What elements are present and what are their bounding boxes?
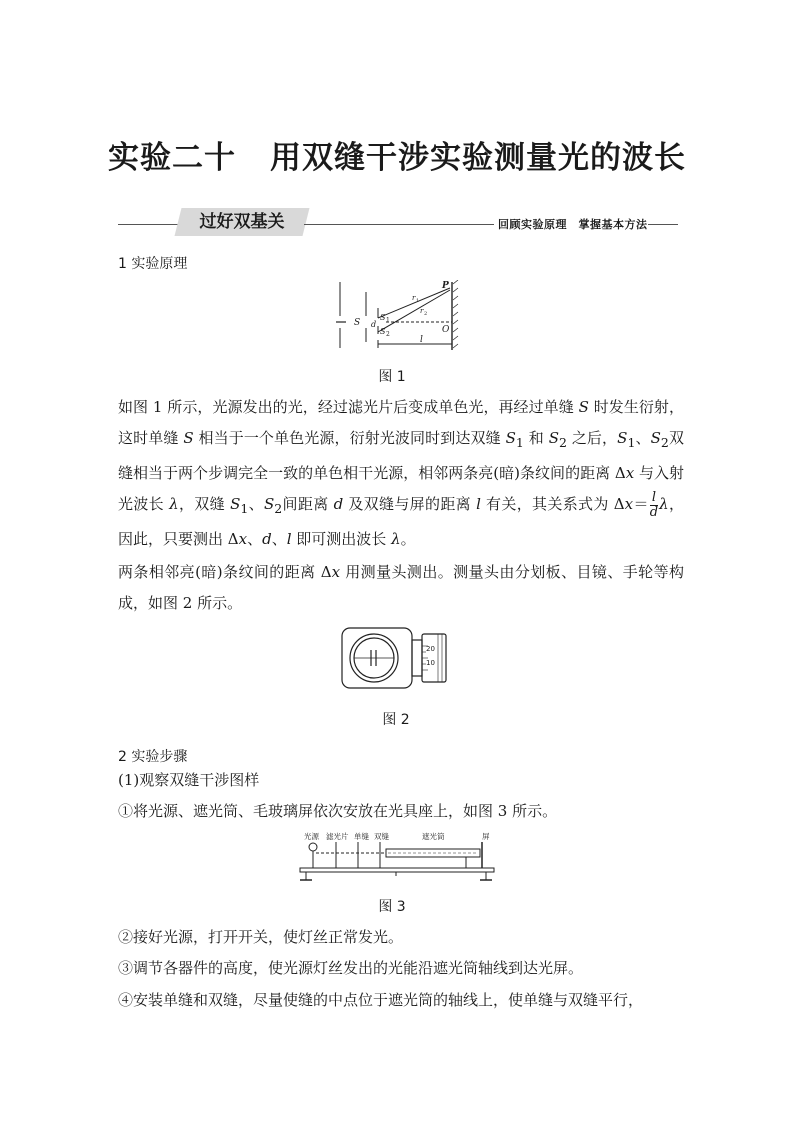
figure-3-optical-bench <box>296 830 500 884</box>
fig1-label-r1-sub: 1 <box>416 298 420 304</box>
fig3-label-double-slit: 双缝 <box>374 832 389 841</box>
fig3-label-filter: 滤光片 <box>326 832 349 841</box>
section-rule-right <box>648 224 678 225</box>
step-subtitle: (1)观察双缝干涉图样 <box>118 771 260 789</box>
fig1-label-d: d <box>371 320 377 329</box>
fig1-label-s: S <box>354 318 361 328</box>
step-2: ②接好光源，打开开关，使灯丝正常发光。 <box>118 928 404 946</box>
page-title <box>0 132 794 177</box>
fig1-label-s2-sub: 2 <box>386 331 390 338</box>
title-part1: 实验二十 <box>108 140 236 176</box>
fig1-label-s2: S <box>380 327 386 336</box>
step-1: ①将光源、遮光筒、毛玻璃屏依次安放在光具座上，如图 3 所示。 <box>118 802 558 820</box>
fig1-label-o: O <box>442 325 450 335</box>
title-part2: 用双缝干涉实验测量光的波长 <box>270 140 686 176</box>
fig2-scale-10: 10 <box>426 659 435 667</box>
equation-fraction: $\frac{l}{d}$ <box>649 489 659 520</box>
fig3-label-light-source: 光源 <box>304 832 319 841</box>
heading-steps: 2 实验步骤 <box>118 749 188 765</box>
fig1-label-r2: r <box>420 307 424 315</box>
fig2-scale-20: 20 <box>426 645 435 653</box>
figure-3-caption: 图 3 <box>378 899 406 915</box>
fig1-label-l: l <box>420 335 423 345</box>
fig1-label-r1: r <box>412 294 416 302</box>
fig1-label-r2-sub: 2 <box>424 311 428 317</box>
step-3: ③调节各器件的高度，使光源灯丝发出的光能沿遮光筒轴线到达光屏。 <box>118 959 584 977</box>
step-4: ④安装单缝和双缝，尽量使缝的中点位于遮光筒的轴线上，使单缝与双缝平行， <box>118 991 644 1009</box>
heading-principle: 1 实验原理 <box>118 256 188 272</box>
fig3-label-tube: 遮光筒 <box>422 832 445 841</box>
fig1-label-s1: S <box>380 313 386 322</box>
section-subtitle: 回顾实验原理 掌握基本方法 <box>498 218 648 231</box>
principle-paragraph: 如图 1 所示，光源发出的光，经过滤光片后变成单色光，再经过单缝 S 时发生衍射，这时单缝 S 相当于一个单色光源，衍射光波同时到达双缝 $S_1$ 和 $S_2$ 之后，$S_1$、$S_2$双缝相当于两个步调完全一致的单色相干光源，相邻两条亮(暗)条纹间的距离 Δx 与入射光波长 λ，双缝 $S_1$、$S_2$间距离 d 及双缝与屏的距离 l 有关，其关系式为 Δx＝ $\frac{l}{d}$ λ，因此，只要测出 Δx、d、l 即可测出波长 λ。 <box>118 398 684 548</box>
section-tag: 过好双基关 <box>199 212 285 232</box>
section-rule-middle <box>304 224 494 225</box>
figure-1-caption: 图 1 <box>378 369 406 385</box>
fig1-label-p: P <box>442 281 449 291</box>
figure-2-caption: 图 2 <box>382 712 410 728</box>
measuring-head-paragraph: 两条相邻亮(暗)条纹间的距离 Δx 用测量头测出。测量头由分划板、目镜、手轮等构成，如图 2 所示。 <box>118 563 684 612</box>
figure-2-measuring-head <box>338 626 458 692</box>
fig3-label-screen: 屏 <box>482 832 490 841</box>
section-rule-left <box>118 224 180 225</box>
fig3-label-single-slit: 单缝 <box>354 832 369 841</box>
fig1-label-s1-sub: 1 <box>386 317 390 324</box>
figure-1-double-slit-diagram <box>330 280 470 352</box>
